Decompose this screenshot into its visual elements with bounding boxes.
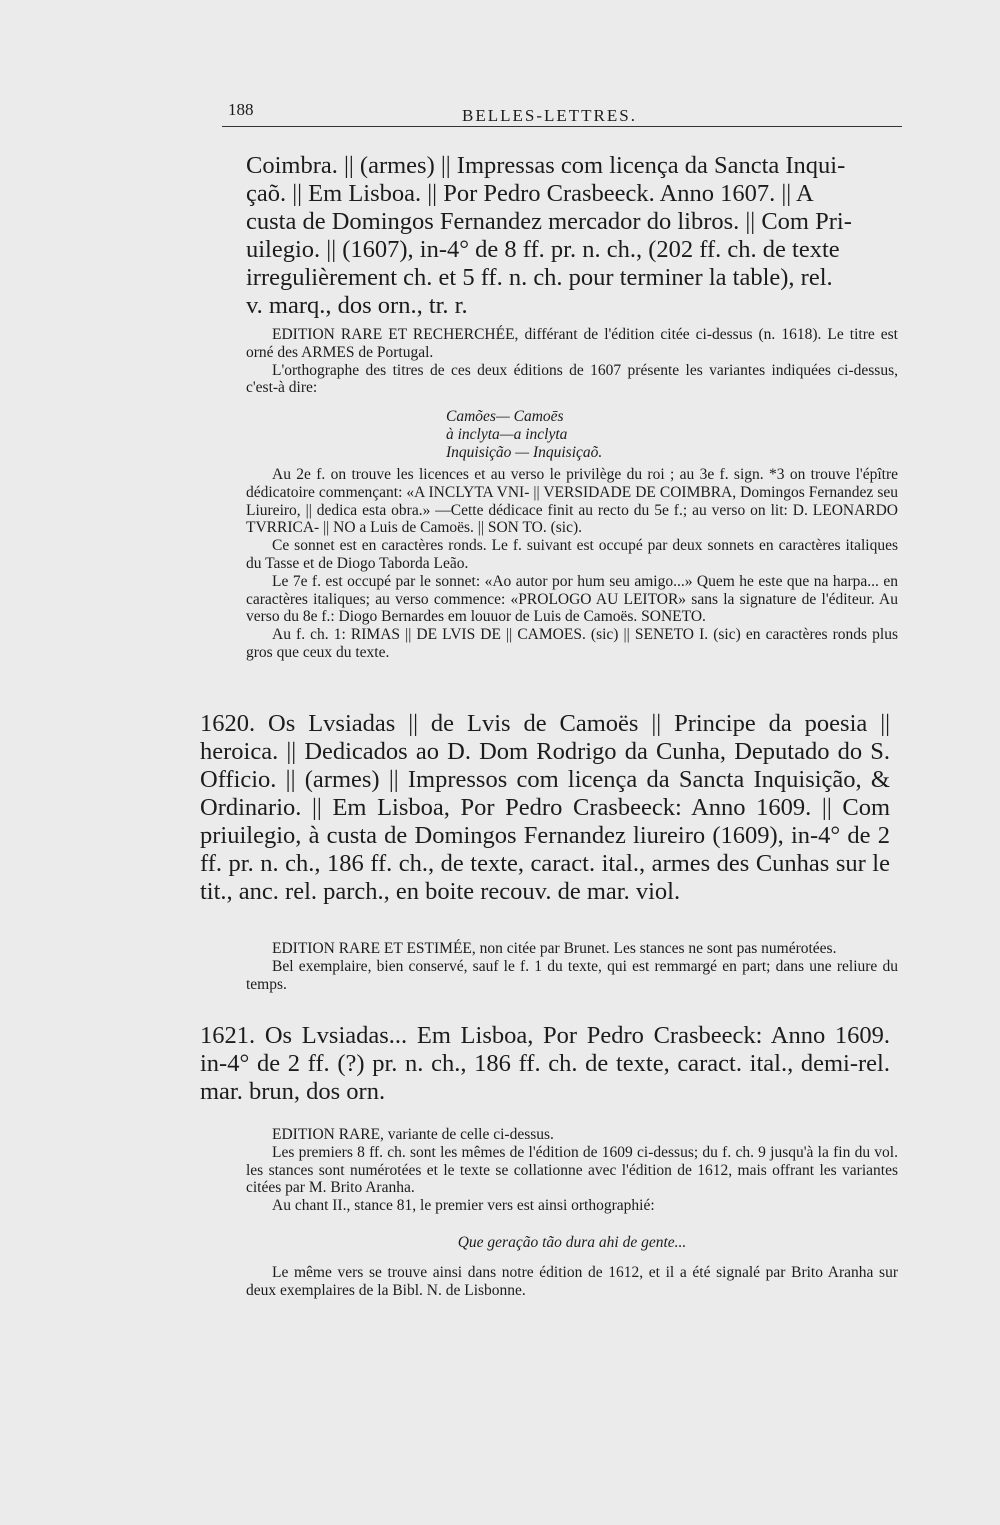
note-paragraph: Ce sonnet est en caractères ronds. Le f. suivant est occupé par deux sonnets en caractères italiques du Tasse et de Diogo Taborda Leão. <box>246 537 898 572</box>
final-note <box>246 1264 898 1300</box>
entry-body <box>200 1022 890 1106</box>
note-paragraph: L'orthographe des titres de ces deux éditions de 1607 présente les variantes indiquées ci-dessus, c'est-à dire: <box>246 361 898 397</box>
entry-line: irregulièrement ch. et 5 ff. n. ch. pour terminer la table), rel. <box>246 264 833 291</box>
entry-notes <box>246 326 898 397</box>
note-paragraph: Au 2e f. on trouve les licences et au verso le privilège du roi ; au 3e f. sign. *3 on trouve l'épître dédicatoire commençant: «A INCLYTA VNI- || VERSIDADE DE COIMBRA, Domingos Fernandez seu Liureiro, || dedica esta obra.» —Cette dédicace finit au recto du 5e f.; au verso on lit: D. LEONARDO TVRRICA- || NO a Luis de Camoës. || SON TO. (sic). <box>246 466 898 537</box>
quoted-verse: Que geração tão dura ahi de gente... <box>457 1234 687 1251</box>
variant-line: Camões— Camoēs <box>446 408 564 425</box>
entry-number: 1621. <box>200 1022 256 1049</box>
entry-line: çaõ. || Em Lisboa. || Por Pedro Crasbeeck. Anno 1607. || A <box>246 180 814 207</box>
note-paragraph: Le 7e f. est occupé par le sonnet: «Ao autor por hum seu amigo...» Quem he este que na harpa... en caractères italiques; au verso commence: «PROLOGO AU LEITOR» sans la signature de l'éditeur. Au verso du 8e f.: Diogo Bernardes em louuor de Luis de Camoës. SONETO. <box>246 572 898 626</box>
note-paragraph: Bel exemplaire, bien conservé, sauf le f. 1 du texte, qui est remmargé en part; dans une reliure du temps. <box>246 957 898 993</box>
entry-text: Os Lvsiadas || de Lvis de Camoës || Principe da poesia || heroica. || Dedicados ao D. Dom Rodrigo da Cunha, Deputado do S. Officio. || (armes) || Impressos com licença da Sancta Inquisição, & Ordinario. || Em Lisboa, Por Pedro Crasbeeck: Anno 1609. || Com priuilegio, à custa de Domingos Fernandez liureiro (1609), in-4° de 2 ff. pr. n. ch., 186 ff. ch., de texte, caract. ital., armes des Cunhas sur le tit., anc. rel. parch., en boite recouv. de mar. viol. <box>200 710 891 905</box>
entry-continuation <box>246 152 898 320</box>
note-paragraph: EDITION RARE, variante de celle ci-dessus. <box>272 1126 554 1143</box>
entry-1621-notes <box>246 1126 898 1215</box>
entry-1620 <box>200 710 890 906</box>
note-paragraph: Au chant II., stance 81, le premier vers est ainsi orthographié: <box>272 1197 655 1215</box>
entry-body <box>200 710 890 906</box>
entry-line: uilegio. || (1607), in-4° de 8 ff. pr. n. ch., (202 ff. ch. de texte <box>246 236 840 263</box>
entry-line: v. marq., dos orn., tr. r. <box>246 292 468 319</box>
variant-line: à inclyta—a inclyta <box>446 425 568 443</box>
running-title: BELLES-LETTRES. <box>462 106 637 125</box>
note-paragraph: Les premiers 8 ff. ch. sont les mêmes de l'édition de 1609 ci-dessus; du f. ch. 9 jusqu'à la fin du vol. les stances sont numérotées et le texte se collationne avec l'édition de 1612, mais offrant les variantes citées par M. Brito Aranha. <box>246 1143 898 1197</box>
note-paragraph: Le même vers se trouve ainsi dans notre édition de 1612, et il a été signalé par Brito Aranha sur deux exemplaires de la Bibl. N. de Lisbonne. <box>246 1264 898 1299</box>
page-header <box>222 100 902 130</box>
variant-line: Inquisição — Inquisiçaõ. <box>446 443 603 461</box>
entry-text: Os Lvsiadas... Em Lisboa, Por Pedro Crasbeeck: Anno 1609. in-4° de 2 ff. (?) pr. n. ch., 186 ff. ch. de texte, caract. ital., demi-rel. mar. brun, dos orn. <box>200 1022 890 1105</box>
note-paragraph: Au f. ch. 1: RIMAS || DE LVIS DE || CAMOES. (sic) || SENETO I. (sic) en caractères ronds plus gros que ceux du texte. <box>246 626 898 661</box>
entry-line: custa de Domingos Fernandez mercador do libros. || Com Pri- <box>246 208 852 235</box>
entry-notes-continued <box>246 466 898 662</box>
entry-1620-notes <box>246 940 898 993</box>
note-paragraph: EDITION RARE ET RECHERCHÉE, différant de l'édition citée ci-dessus (n. 1618). Le titre est orné des ARMES de Portugal. <box>246 326 898 361</box>
entry-1621 <box>200 1022 890 1106</box>
variants-list <box>246 408 898 461</box>
entry-number: 1620. <box>200 710 256 737</box>
header-rule <box>222 126 902 127</box>
quoted-verse-block <box>246 1234 898 1252</box>
note-paragraph: EDITION RARE ET ESTIMÉE, non citée par Brunet. Les stances ne sont pas numérotées. <box>272 940 837 957</box>
entry-line: Coimbra. || (armes) || Impressas com licença da Sancta Inqui- <box>246 152 846 179</box>
page-number: 188 <box>228 100 254 119</box>
